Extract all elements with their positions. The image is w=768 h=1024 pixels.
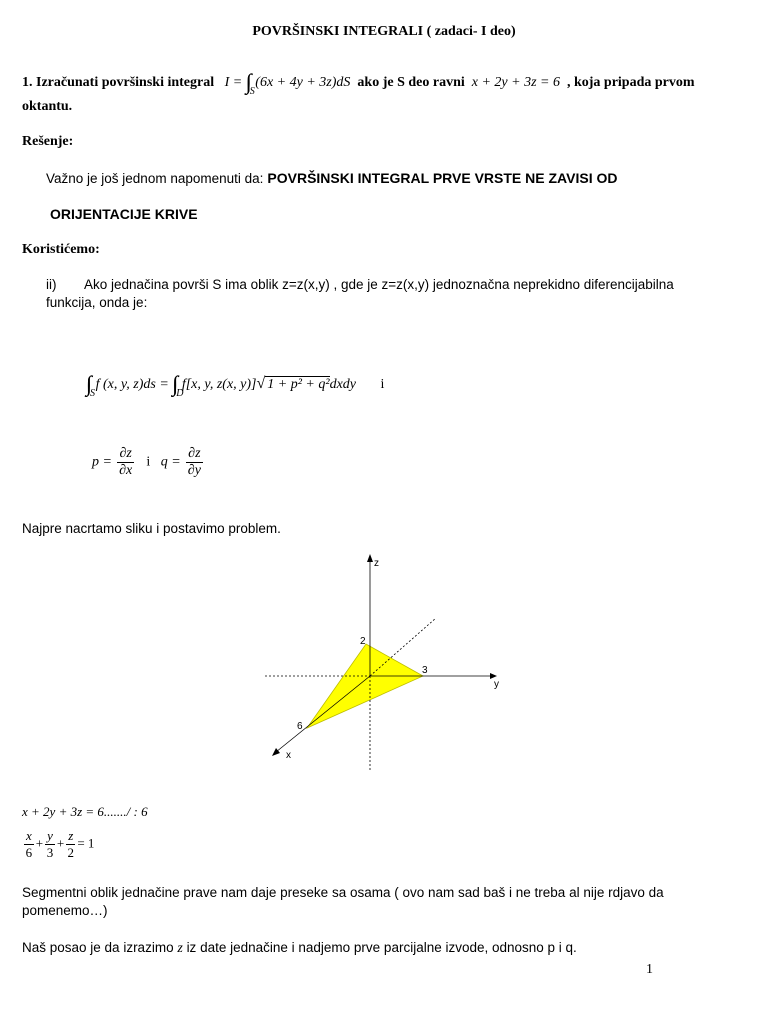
rule-line2: funkcija, onda je:: [46, 295, 148, 310]
rule-marker: ii): [46, 277, 57, 292]
double-integral-symbol-d: ∫∫ D: [172, 371, 184, 399]
f2-denominator: 3: [46, 845, 54, 860]
integral-sub-s: S: [249, 86, 255, 97]
double-integral-symbol-s: ∫∫ S: [86, 371, 95, 399]
formula-lhs: f (x, y, z)ds =: [95, 377, 169, 392]
problem-text-after: , koja pripada prvom: [566, 75, 695, 90]
task-text-before: Naš posao je da izrazimo: [22, 940, 174, 955]
plane-triangle: [307, 644, 423, 728]
plus-1: +: [35, 835, 44, 851]
x-axis-arrow: [272, 748, 280, 756]
formula-sqrt: 1 + p² + q²: [267, 377, 330, 392]
z-axis-label: z: [374, 558, 379, 569]
note-emphasis-1: POVRŠINSKI INTEGRAL PRVE VRSTE NE ZAVISI OD: [267, 170, 618, 186]
using-label: Koristićemo:: [22, 242, 100, 257]
integral-body: (6x + 4y + 3z)dS: [255, 75, 351, 90]
q-lhs: q =: [160, 454, 181, 470]
x-intercept-label: 6: [297, 721, 303, 732]
f1-numerator: x: [26, 828, 32, 843]
solution-label: Rešenje:: [22, 134, 74, 149]
note-line1: [46, 170, 617, 188]
y-axis-label: y: [494, 679, 499, 690]
f2-numerator: y: [47, 828, 53, 843]
equals-one: = 1: [77, 835, 95, 851]
f3-numerator: z: [68, 828, 74, 843]
task-text-var: z: [177, 941, 183, 956]
problem-number: 1.: [22, 75, 33, 90]
formula-sub-s: S: [90, 388, 95, 399]
plus-2: +: [56, 835, 65, 851]
partials-conj: i: [146, 454, 151, 470]
problem-line2: oktantu.: [22, 99, 73, 114]
task-text-after: iz date jednačine i nadjemo prve parcijalne izvode, odnosno p i q.: [186, 940, 577, 955]
segment-text-line2: pomenemo…): [22, 903, 108, 918]
z-axis-arrow: [367, 554, 373, 562]
fraction-x-6: [24, 828, 34, 861]
p-numerator: ∂z: [119, 446, 132, 461]
x-axis-label: x: [286, 750, 291, 761]
sqrt-symbol: √: [256, 375, 266, 392]
problem-text-before: Izračunati površinski integral: [36, 75, 215, 90]
x-axis: [276, 676, 370, 752]
task-text: [22, 940, 577, 957]
formula-trailing: i: [380, 377, 385, 392]
surface-integral-formula: [86, 368, 385, 399]
draw-intro: Najpre nacrtamo sliku i postavimo problem.: [22, 521, 281, 536]
q-numerator: ∂z: [188, 446, 201, 461]
plane-equation: x + 2y + 3z = 6: [471, 75, 560, 90]
y-intercept-label: 3: [422, 665, 428, 676]
p-lhs: p =: [92, 454, 112, 470]
formula-tail: dxdy: [329, 377, 357, 392]
segment-text-line1: Segmentni oblik jednačine prave nam daje preseke sa osama ( ovo nam sad baš i ne treba al nije rdjavo da: [22, 885, 664, 900]
formula-sub-d: D: [176, 388, 184, 399]
z-intercept-label: 2: [360, 636, 366, 647]
f3-denominator: 2: [67, 845, 75, 860]
segment-form-equation: [22, 828, 94, 861]
problem-statement: [22, 66, 695, 97]
problem-text-middle: ako je S deo ravni: [357, 75, 465, 90]
f1-denominator: 6: [25, 845, 33, 860]
rule-line1: Ako jednačina površi S ima oblik z=z(x,y) , gde je z=z(x,y) jednoznačna neprekidno diferencijabilna: [84, 277, 674, 292]
q-denominator: ∂y: [187, 463, 201, 478]
plane-divide-equation: x + 2y + 3z = 6......./ : 6: [22, 804, 148, 819]
page-title: POVRŠINSKI INTEGRALI ( zadaci- I deo): [252, 24, 516, 39]
fraction-y-3: [45, 828, 55, 861]
partials-formula: [92, 446, 205, 479]
double-integral-symbol: ∫∫ S: [245, 69, 255, 97]
integral-lhs: I =: [224, 75, 243, 90]
note-prefix: Važno je još jednom napomenuti da:: [46, 171, 264, 186]
p-fraction: [117, 446, 133, 479]
formula-rhs: f[x, y, z(x, y)]: [181, 377, 257, 392]
p-denominator: ∂x: [119, 463, 133, 478]
note-emphasis-2: ORIJENTACIJE KRIVE: [50, 206, 198, 222]
page-number: 1: [646, 962, 653, 977]
q-fraction: [186, 446, 202, 479]
octant-figure: [250, 548, 520, 778]
fraction-z-2: [66, 828, 75, 861]
